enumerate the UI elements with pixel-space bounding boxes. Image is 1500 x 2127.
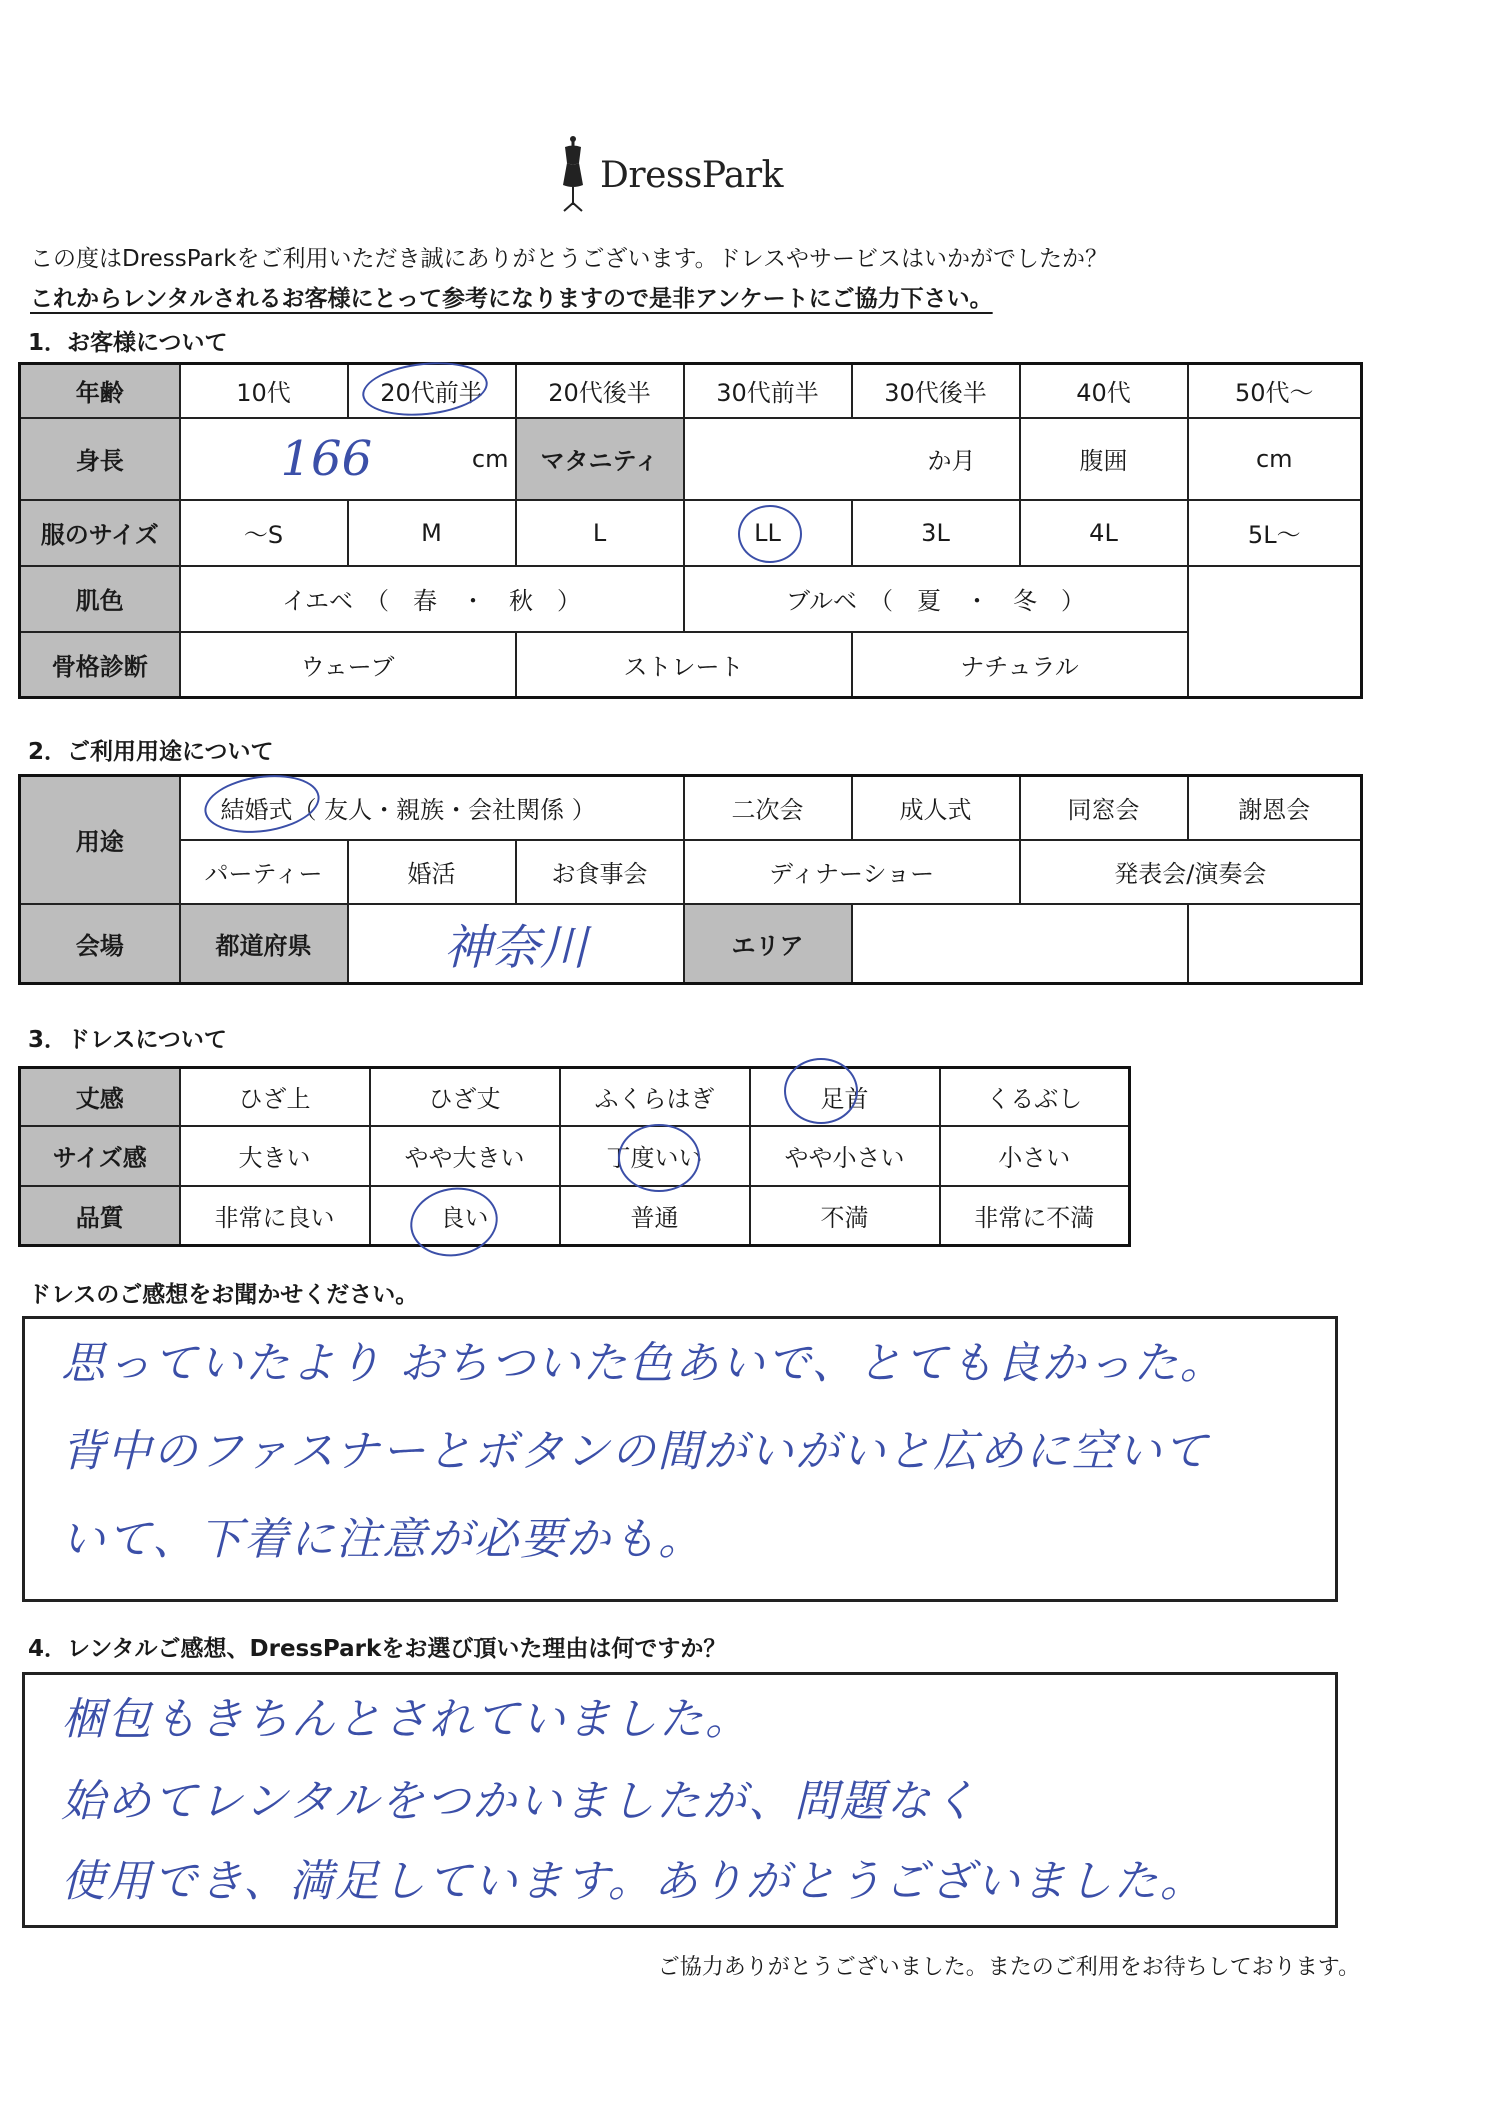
age-option[interactable]: 20代前半 [348, 364, 516, 418]
prefecture-label: 都道府県 [180, 904, 348, 984]
length-label: 丈感 [20, 1068, 180, 1126]
blank-cell [1188, 904, 1362, 984]
area-field[interactable] [852, 904, 1188, 984]
skin-yellow-option[interactable]: イエベ （ 春 ・ 秋 ） [180, 566, 684, 632]
reason-line: 始めてレンタルをつかいましたが、問題なく [61, 1776, 979, 1827]
size-row [20, 500, 1362, 566]
size-option[interactable]: ～S [180, 500, 348, 566]
size-label: 服のサイズ [20, 500, 180, 566]
height-field[interactable] [180, 418, 516, 500]
size-option[interactable]: 3L [852, 500, 1020, 566]
reason-line: 使用でき、満足しています。ありがとうございました。 [61, 1856, 1206, 1907]
usage-option[interactable]: 二次会 [684, 776, 852, 840]
maternity-field[interactable] [684, 418, 1020, 500]
age-option[interactable]: 40代 [1020, 364, 1188, 418]
age-option[interactable]: 30代後半 [852, 364, 1020, 418]
quality-label: 品質 [20, 1186, 180, 1246]
height-row [20, 418, 1362, 500]
fit-option[interactable]: 丁度いい [560, 1126, 750, 1186]
age-option[interactable]: 30代前半 [684, 364, 852, 418]
quality-option[interactable]: 非常に良い [180, 1186, 370, 1246]
dress-form-icon [560, 135, 586, 215]
reason-box[interactable] [22, 1672, 1338, 1928]
prefecture-field[interactable] [348, 904, 684, 984]
length-option[interactable]: ふくらはぎ [560, 1068, 750, 1126]
venue-row [20, 904, 1362, 984]
age-option[interactable]: 50代～ [1188, 364, 1362, 418]
length-option[interactable]: くるぶし [940, 1068, 1130, 1126]
quality-option[interactable]: 普通 [560, 1186, 750, 1246]
frame-option[interactable]: ナチュラル [852, 632, 1188, 698]
venue-label: 会場 [20, 904, 180, 984]
fit-option[interactable]: 大きい [180, 1126, 370, 1186]
frame-label: 骨格診断 [20, 632, 180, 698]
length-option[interactable]: ひざ丈 [370, 1068, 560, 1126]
maternity-unit: か月 [927, 447, 976, 475]
usage-row-1 [20, 776, 1362, 840]
dress-table [18, 1066, 1131, 1247]
height-label: 身長 [20, 418, 180, 500]
size-option[interactable]: 5L～ [1188, 500, 1362, 566]
usage-option[interactable]: 発表会/演奏会 [1020, 840, 1362, 904]
blank-cell [1188, 632, 1362, 698]
size-option[interactable]: LL [684, 500, 852, 566]
section-1-title: 1．お客様について [28, 330, 228, 356]
area-label: エリア [684, 904, 852, 984]
usage-option[interactable]: 同窓会 [1020, 776, 1188, 840]
height-value: 166 [280, 430, 373, 487]
frame-option[interactable]: ウェーブ [180, 632, 516, 698]
fit-option[interactable]: 小さい [940, 1126, 1130, 1186]
section-4-title: 4．レンタルご感想、DressParkをお選び頂いた理由は何ですか？ [28, 1636, 727, 1662]
size-option[interactable]: M [348, 500, 516, 566]
age-option[interactable]: 10代 [180, 364, 348, 418]
size-option[interactable]: L [516, 500, 684, 566]
impression-prompt: ドレスのご感想をお聞かせください。 [28, 1282, 419, 1308]
quality-option[interactable]: 良い [370, 1186, 560, 1246]
height-unit: cm [471, 444, 509, 473]
age-label: 年齢 [20, 364, 180, 418]
waist-label: 腹囲 [1020, 418, 1188, 500]
fit-option[interactable]: やや小さい [750, 1126, 940, 1186]
section-2-title: 2．ご利用用途について [28, 739, 274, 765]
usage-option[interactable]: パーティー [180, 840, 348, 904]
usage-row-2 [20, 840, 1362, 904]
brand-name: DressPark [600, 154, 783, 196]
footer-text: ご協力ありがとうございました。またのご利用をお待ちしております。 [657, 1955, 1360, 1980]
usage-option[interactable]: 婚活 [348, 840, 516, 904]
intro-text: この度はDressParkをご利用いただき誠にありがとうございます。ドレスやサービスはいかがでしたか？ [30, 246, 1108, 272]
size-option[interactable]: 4L [1020, 500, 1188, 566]
quality-option[interactable]: 不満 [750, 1186, 940, 1246]
frame-row [20, 632, 1362, 698]
usage-option[interactable]: ディナーショー [684, 840, 1020, 904]
prefecture-value: 神奈川 [443, 919, 588, 976]
waist-field[interactable] [1188, 418, 1362, 500]
length-option[interactable]: 足首 [750, 1068, 940, 1126]
intro-request: これからレンタルされるお客様にとって参考になりますので是非アンケートにご協力下さい。 [30, 286, 993, 312]
usage-option-wedding[interactable]: 結婚式（ 友人・親族・会社関係 ） [180, 776, 684, 840]
skin-label: 肌色 [20, 566, 180, 632]
fit-row [20, 1126, 1130, 1186]
reason-line: 梱包もきちんとされていました。 [61, 1694, 751, 1745]
usage-table [18, 774, 1363, 985]
maternity-label: マタニティ [516, 418, 684, 500]
quality-row [20, 1186, 1130, 1246]
section-3-title: 3．ドレスについて [28, 1027, 227, 1053]
usage-option[interactable]: 成人式 [852, 776, 1020, 840]
frame-option[interactable]: ストレート [516, 632, 852, 698]
usage-option[interactable]: 謝恩会 [1188, 776, 1362, 840]
length-row [20, 1068, 1130, 1126]
impression-line: 背中のファスナーとボタンの間がいがいと広めに空いて [61, 1426, 1210, 1477]
purpose-label: 用途 [20, 776, 180, 904]
skin-blue-option[interactable]: ブルベ （ 夏 ・ 冬 ） [684, 566, 1188, 632]
skin-row [20, 566, 1362, 632]
customer-table [18, 362, 1363, 699]
fit-label: サイズ感 [20, 1126, 180, 1186]
brand-logo [560, 135, 783, 215]
usage-option[interactable]: お食事会 [516, 840, 684, 904]
impression-line: 思っていたより おちついた色あいで、とても良かった。 [61, 1338, 1226, 1389]
blank-cell [1188, 566, 1362, 632]
impression-box[interactable] [22, 1316, 1338, 1602]
length-option[interactable]: ひざ上 [180, 1068, 370, 1126]
quality-option[interactable]: 非常に不満 [940, 1186, 1130, 1246]
impression-line: いて、下着に注意が必要かも。 [61, 1514, 705, 1565]
age-option[interactable]: 20代後半 [516, 364, 684, 418]
age-row [20, 364, 1362, 418]
waist-unit: cm [1255, 444, 1293, 473]
fit-option[interactable]: やや大きい [370, 1126, 560, 1186]
